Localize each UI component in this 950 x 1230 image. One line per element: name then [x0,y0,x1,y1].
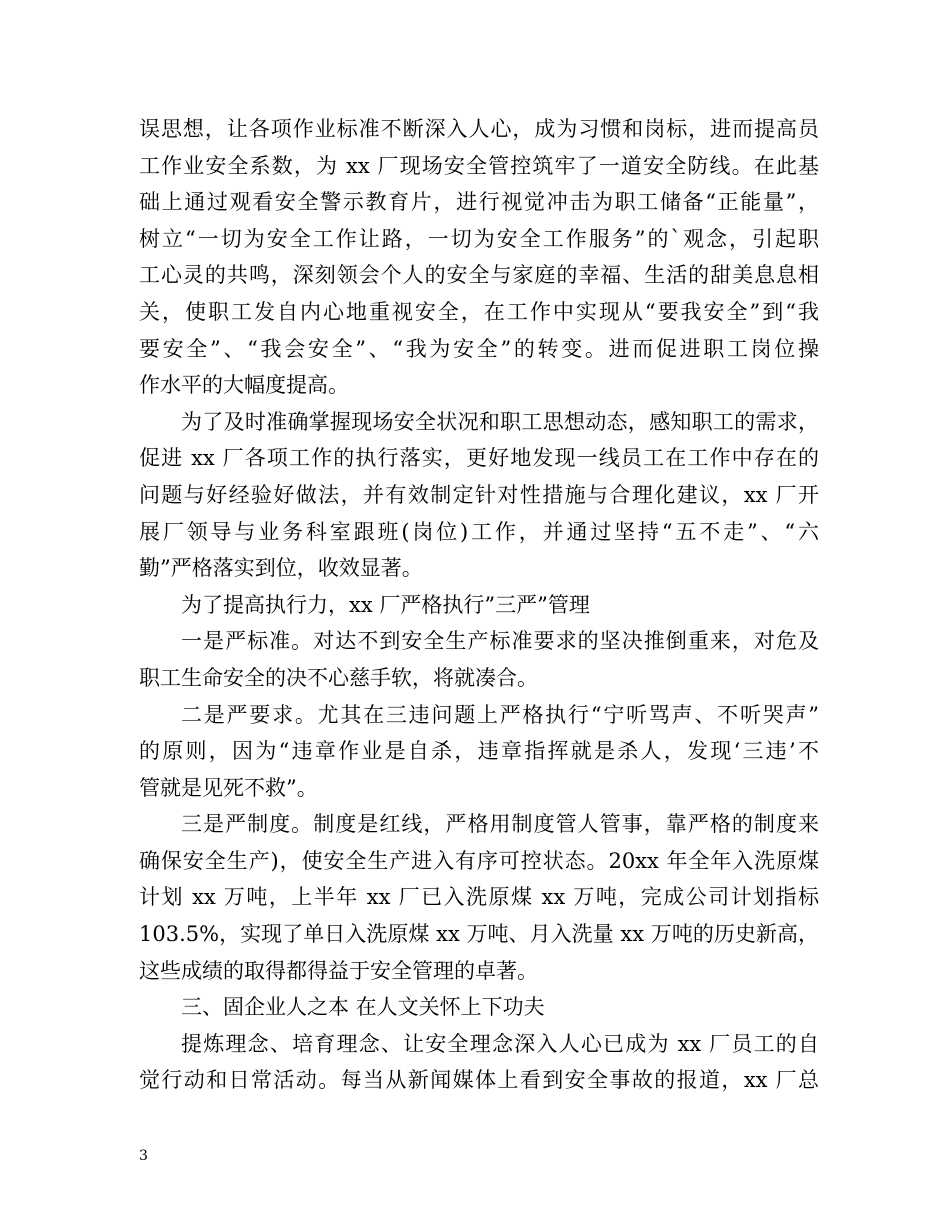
text-line: 础上通过观看安全警示教育片，进行视觉冲击为职工储备“正能量”， [139,190,819,215]
text-line: 职工生命安全的决不心慈手软，将就凑合。 [139,665,538,690]
text-line: 勤”严格落实到位，收效显著。 [139,556,423,581]
text-line: 工心灵的共鸣，深刻领会个人的安全与家庭的幸福、生活的甜美息息相 [139,263,819,288]
text-line: 为了及时准确掌握现场安全状况和职工思想动态，感知职工的需求， [181,409,819,434]
text-line: 二是严要求。尤其在三违问题上严格执行“宁听骂声、不听哭声” [181,702,819,727]
text-line: 问题与好经验好做法，并有效制定针对性措施与合理化建议，xx 厂开 [139,482,819,507]
text-line: 一是严标准。对达不到安全生产标准要求的坚决推倒重来，对危及 [181,629,819,654]
text-line: 作水平的大幅度提高。 [139,373,349,398]
text-line: 促进 xx 厂各项工作的执行落实，更好地发现一线员工在工作中存在的 [139,446,819,471]
text-line: 觉行动和日常活动。每当从新闻媒体上看到安全事故的报道，xx 厂总 [139,1068,819,1093]
text-line: 关，使职工发自内心地重视安全，在工作中实现从“要我安全”到“我 [139,299,819,324]
text-line: 计划 xx 万吨，上半年 xx 厂已入洗原煤 xx 万吨，完成公司计划指标 [139,885,819,910]
text-line: 提炼理念、培育理念、让安全理念深入人心已成为 xx 厂员工的自 [181,1031,819,1056]
body-text [139,111,819,1099]
text-line: 展厂领导与业务科室跟班(岗位)工作，并通过坚持“五不走”、“六 [139,519,819,544]
text-line: 的原则，因为“违章作业是自杀，违章指挥就是杀人，发现‘三违’不 [139,739,819,764]
text-line: 103.5%，实现了单日入洗原煤 xx 万吨、月入洗量 xx 万吨的历史新高， [139,922,819,947]
text-line: 误思想，让各项作业标准不断深入人心，成为习惯和岗标，进而提高员 [139,117,819,141]
text-line: 三、固企业人之本 在人文关怀上下功夫 [181,995,545,1020]
text-line: 为了提高执行力，xx 厂严格执行”三严”管理 [181,592,590,617]
text-line: 这些成绩的取得都得益于安全管理的卓著。 [139,958,538,983]
text-line: 树立“一切为安全工作让路，一切为安全工作服务”的`观念，引起职 [139,226,819,251]
text-line: 工作业安全系数，为 xx 厂现场安全管控筑牢了一道安全防线。在此基 [139,153,819,178]
page-number: 3 [139,1148,148,1164]
text-line: 管就是见死不救”。 [139,775,318,800]
text-line: 要安全”、“我会安全”、“我为安全”的转变。进而促进职工岗位操 [139,336,819,361]
text-line: 三是严制度。制度是红线，严格用制度管人管事，靠严格的制度来 [181,812,819,837]
text-line: 确保安全生产)，使安全生产进入有序可控状态。20xx 年全年入洗原煤 [139,848,819,873]
